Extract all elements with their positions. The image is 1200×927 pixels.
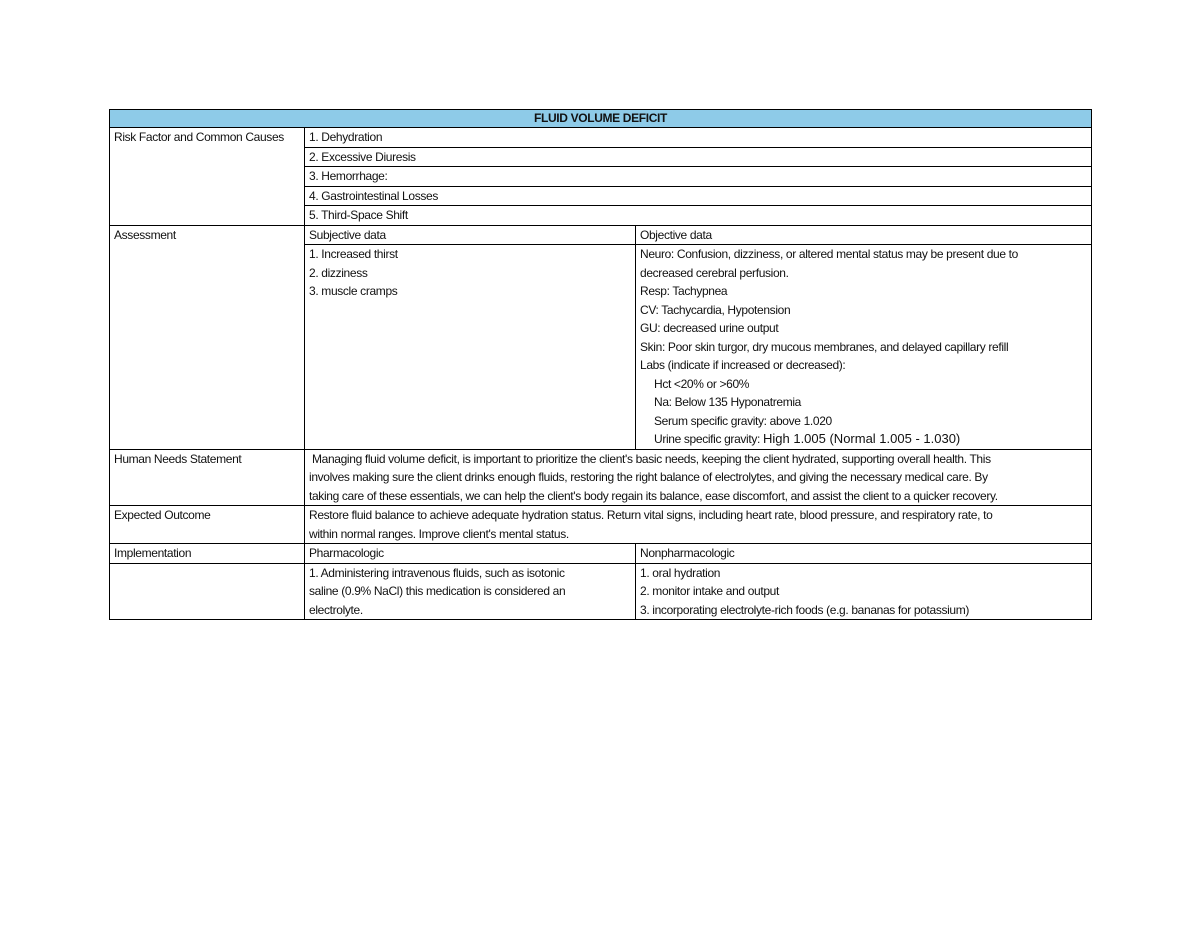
- objective-item: GU: decreased urine output: [640, 321, 779, 335]
- expected-outcome-text: [305, 506, 1092, 544]
- objective-item: CV: Tachycardia, Hypotension: [640, 302, 791, 317]
- objective-header: Objective data: [636, 225, 1092, 245]
- human-needs-line: involves making sure the client drinks enough fluids, restoring the right balance of electrolytes, and giving the necessary medical care. By: [309, 470, 988, 484]
- pharmacologic-header: Pharmacologic: [305, 544, 636, 564]
- human-needs-line: Managing fluid volume deficit, is important to prioritize the client's basic needs, keeping the client hydrated, supporting overall health. This: [309, 451, 991, 466]
- risk-row: [110, 147, 1092, 167]
- risk-item: 1. Dehydration: [305, 128, 1092, 148]
- pharmacologic-line: electrolyte.: [309, 602, 363, 617]
- objective-item: Neuro: Confusion, dizziness, or altered mental status may be present due to: [640, 247, 1018, 261]
- implementation-header-row: [110, 544, 1092, 564]
- risk-item: 2. Excessive Diuresis: [305, 147, 1092, 167]
- subjective-item: 1. Increased thirst: [309, 247, 398, 261]
- objective-item: Resp: Tachypnea: [640, 284, 728, 298]
- risk-item: 5. Third-Space Shift: [305, 206, 1092, 226]
- nonpharmacologic-item: 1. oral hydration: [640, 565, 721, 580]
- human-needs-row: [110, 449, 1092, 506]
- implementation-body-row: [110, 563, 1092, 620]
- pharmacologic-list: [305, 563, 636, 620]
- risk-label-spacer: [110, 206, 305, 226]
- pharmacologic-line: saline (0.9% NaCl) this medication is considered an: [309, 584, 566, 598]
- nonpharmacologic-list: [636, 563, 1092, 620]
- objective-item: Labs (indicate if increased or decreased):: [640, 358, 846, 372]
- pharmacologic-line: 1. Administering intravenous fluids, such as isotonic: [309, 565, 565, 580]
- urine-gravity-line: [640, 430, 1087, 449]
- objective-data: [636, 245, 1092, 450]
- subjective-item: 2. dizziness: [309, 265, 368, 280]
- human-needs-line: taking care of these essentials, we can help the client's body regain its balance, ease discomfort, and assist the client to a quicker recovery.: [309, 488, 998, 503]
- human-needs-text: [305, 449, 1092, 506]
- expected-outcome-line: within normal ranges. Improve client's mental status.: [309, 526, 569, 541]
- risk-label-spacer: [110, 147, 305, 167]
- risk-row: [110, 186, 1092, 206]
- expected-outcome-line: Restore fluid balance to achieve adequate hydration status. Return vital signs, including heart rate, blood pressure, and respiratory rate, to: [309, 508, 993, 522]
- lab-item: Hct <20% or >60%: [654, 376, 750, 391]
- expected-outcome-row: [110, 506, 1092, 544]
- care-plan-table: [109, 109, 1092, 620]
- implementation-label: Implementation: [110, 544, 305, 564]
- objective-item: decreased cerebral perfusion.: [640, 265, 789, 280]
- risk-row: [110, 206, 1092, 226]
- urine-gravity-label: Urine specific gravity:: [654, 432, 763, 446]
- risk-item: 3. Hemorrhage:: [305, 167, 1092, 187]
- risk-row: [110, 128, 1092, 148]
- urine-gravity-value: High 1.005 (Normal 1.005 - 1.030): [762, 431, 961, 446]
- objective-item: Skin: Poor skin turgor, dry mucous membranes, and delayed capillary refill: [640, 339, 1009, 354]
- subjective-header: Subjective data: [305, 225, 636, 245]
- nonpharmacologic-header: Nonpharmacologic: [636, 544, 1092, 564]
- implementation-label-spacer: [110, 563, 305, 620]
- nonpharmacologic-item: 3. incorporating electrolyte-rich foods (e.g. bananas for potassium): [640, 602, 970, 617]
- assessment-header-row: [110, 225, 1092, 245]
- lab-item: Serum specific gravity: above 1.020: [654, 413, 832, 428]
- assessment-label-spacer: [110, 245, 305, 450]
- nonpharmacologic-item: 2. monitor intake and output: [640, 584, 779, 598]
- risk-label-spacer: [110, 167, 305, 187]
- risk-row: [110, 167, 1092, 187]
- human-needs-label: Human Needs Statement: [110, 449, 305, 506]
- title-row: [110, 110, 1092, 128]
- assessment-body-row: [110, 245, 1092, 450]
- subjective-item: 3. muscle cramps: [309, 284, 398, 298]
- risk-item: 4. Gastrointestinal Losses: [305, 186, 1092, 206]
- table-title: FLUID VOLUME DEFICIT: [110, 110, 1092, 128]
- risk-label: Risk Factor and Common Causes: [110, 128, 305, 148]
- assessment-label: Assessment: [110, 225, 305, 245]
- risk-label-spacer: [110, 186, 305, 206]
- expected-outcome-label: Expected Outcome: [110, 506, 305, 544]
- lab-item: Na: Below 135 Hyponatremia: [654, 395, 801, 409]
- subjective-data: [305, 245, 636, 450]
